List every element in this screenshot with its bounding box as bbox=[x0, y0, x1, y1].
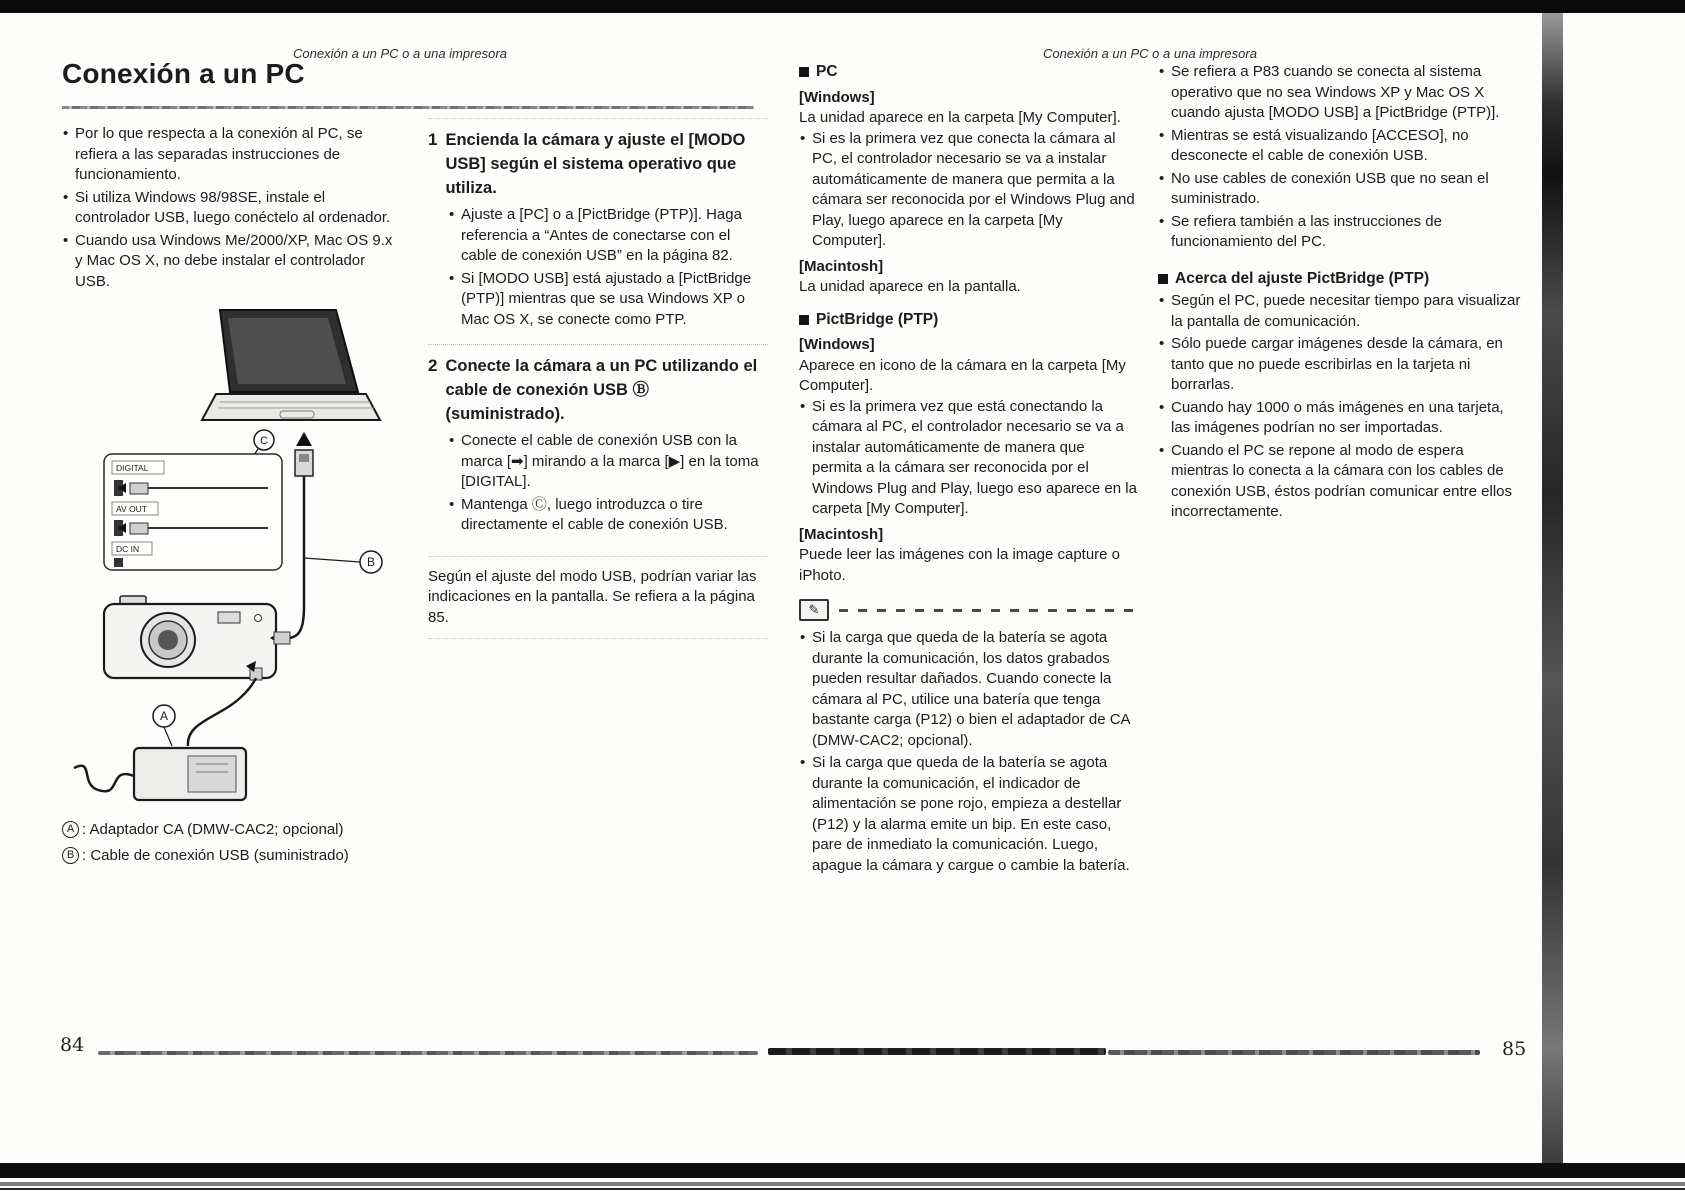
step-1-heading bbox=[428, 128, 768, 200]
bullet-item: • Si [MODO USB] está ajustado a [PictBridge (PTP)] mientras que se usa Windows XP o Mac OS X, se conecte como PTP. bbox=[448, 269, 768, 331]
step-heading-text: Conecte la cámara a un PC utilizando el cable de conexión USB Ⓑ (suministrado). bbox=[445, 357, 758, 423]
bullet-item: • Se refiera a P83 cuando se conecta al sistema operativo que no sea Windows XP y Mac OS X cuando ajusta [MODO USB] a [PictBridge (PTP)]. bbox=[1158, 62, 1522, 124]
step-number: 1 bbox=[428, 130, 438, 149]
diagram-label-c: C bbox=[260, 435, 268, 447]
page85-column-1 bbox=[799, 62, 1138, 878]
paragraph: Aparece en icono de la cámara en la carpeta [My Computer]. bbox=[799, 356, 1126, 394]
note-bullet-list bbox=[799, 628, 1138, 876]
subheading-windows: [Windows] bbox=[799, 336, 875, 353]
section-heading-pc bbox=[799, 62, 1138, 83]
square-bullet-icon bbox=[1158, 274, 1168, 284]
step-2-heading bbox=[428, 354, 768, 426]
note-separator bbox=[799, 599, 1138, 621]
step-2-bullets bbox=[428, 431, 768, 536]
page-title: Conexión a un PC bbox=[62, 58, 305, 89]
scan-edge-bottom bbox=[0, 1163, 1685, 1178]
bullet-item: • Si es la primera vez que conecta la cámara al PC, el controlador necesario se va a instalar automáticamente de manera que permita a la cámara ser reconocida por el Windows Plug and Play, luego aparece en la carpeta [My Computer]. bbox=[799, 129, 1138, 252]
page84-intro-column bbox=[62, 124, 396, 871]
page-number-85: 85 bbox=[1502, 1038, 1527, 1060]
bullet-item: • Si la carga que queda de la batería se agota durante la comunicación, los datos grabados pueden resultar dañados. Cuando conecte la cámara al PC, utilice una batería que tenga bastante carga (P12) o bien el adaptador de CA (DMW-CAC2; opcional). bbox=[799, 628, 1138, 751]
title-rule bbox=[62, 106, 754, 109]
step-2 bbox=[428, 344, 768, 536]
connection-diagram bbox=[68, 306, 390, 804]
paragraph: La unidad aparece en la carpeta [My Computer]. bbox=[799, 109, 1121, 126]
page-number-84: 84 bbox=[60, 1034, 85, 1056]
bullet-item: • Sólo puede cargar imágenes desde la cámara, en tanto que no puede escribirlas en la tarjeta ni borrarlas. bbox=[1158, 334, 1522, 396]
step-1 bbox=[428, 118, 768, 330]
bullet-item: • Cuando usa Windows Me/2000/XP, Mac OS 9.x y Mac OS X, no debe instalar el controlador USB. bbox=[62, 231, 396, 293]
bullet-item: • Si es la primera vez que está conectando la cámara al PC, el controlador necesario se va a instalar automáticamente de manera que permita a la cámara ser reconocida por el Windows Plug and Play, luego eso aparece en la carpeta [My Computer]. bbox=[799, 397, 1138, 520]
footer-rule-left bbox=[98, 1051, 758, 1055]
port-label-digital: DIGITAL bbox=[116, 463, 149, 473]
about-ptp-bullet-list bbox=[1158, 291, 1522, 523]
bullet-item: • Si utiliza Windows 98/98SE, instale el controlador USB, luego conéctelo al ordenador. bbox=[62, 188, 396, 229]
bullet-item: • Conecte el cable de conexión USB con la marca [➡] mirando a la marca [▶] en la toma [DIGITAL]. bbox=[448, 431, 768, 493]
laptop-illustration bbox=[202, 310, 380, 420]
footer-rule-middle bbox=[768, 1048, 1106, 1055]
port-label-av-out: AV OUT bbox=[116, 504, 148, 514]
square-bullet-icon bbox=[799, 67, 809, 77]
camera-illustration bbox=[104, 596, 290, 678]
page84-steps-column bbox=[428, 118, 768, 639]
memo-icon bbox=[799, 599, 829, 621]
bullet-item: • Si la carga que queda de la batería se agota durante la comunicación, el indicador de alimentación se pone rojo, empieza a destellar (P12) y la alarma emite un bip. En este caso, pare de inmediato la comunicación. Luego, apague la cámara y cargue o cambie la batería. bbox=[799, 753, 1138, 876]
circled-letter: A bbox=[62, 821, 79, 838]
section-heading-pictbridge bbox=[799, 310, 1138, 331]
scan-edge-right bbox=[1542, 13, 1563, 1163]
section-heading-text: Acerca del ajuste PictBridge (PTP) bbox=[1175, 269, 1430, 287]
dashed-rule bbox=[839, 609, 1138, 612]
footer-rule-right bbox=[1108, 1050, 1480, 1055]
paragraph: Puede leer las imágenes con la image capture o iPhoto. bbox=[799, 546, 1121, 584]
scan-edge-bottom-line-2 bbox=[0, 1188, 1685, 1190]
legend-item bbox=[62, 846, 396, 867]
subheading-macintosh: [Macintosh] bbox=[799, 525, 884, 543]
diagram-legend bbox=[62, 820, 396, 866]
ac-adaptor-illustration bbox=[74, 661, 262, 800]
bullet-item: • Se refiera también a las instrucciones de funcionamiento del PC. bbox=[1158, 212, 1522, 253]
scan-edge-top bbox=[0, 0, 1685, 13]
subheading-windows: [Windows] bbox=[799, 88, 875, 106]
section-heading-text: PictBridge (PTP) bbox=[816, 310, 939, 328]
bullet-item: • Ajuste a [PC] o a [PictBridge (PTP)]. Haga referencia a “Antes de conectarse con el cable de conexión USB” en la página 82. bbox=[448, 205, 768, 267]
diagram-label-b: B bbox=[366, 555, 376, 569]
running-head-left: Conexión a un PC o a una impresora bbox=[293, 46, 507, 61]
running-head-right: Conexión a un PC o a una impresora bbox=[1043, 46, 1257, 61]
bullet-item: • Por lo que respecta a la conexión al PC, se refiera a las separadas instrucciones de funcionamiento. bbox=[62, 124, 396, 186]
intro-bullet-list bbox=[62, 124, 396, 292]
step-heading-text: Encienda la cámara y ajuste el [MODO USB] según el sistema operativo que utiliza. bbox=[445, 131, 746, 197]
legend-text: : Cable de conexión USB (suministrado) bbox=[82, 846, 349, 864]
section-heading-text: PC bbox=[816, 63, 838, 80]
bullet-item: • Según el PC, puede necesitar tiempo para visualizar la pantalla de comunicación. bbox=[1158, 291, 1522, 332]
scan-edge-bottom-line bbox=[0, 1182, 1685, 1186]
notes-bullet-list bbox=[1158, 62, 1522, 253]
port-label-dc-in: DC IN bbox=[116, 544, 140, 554]
page85-column-2 bbox=[1158, 62, 1522, 525]
legend-item bbox=[62, 820, 396, 841]
usb-cable-illustration bbox=[290, 432, 382, 638]
step-number: 2 bbox=[428, 356, 438, 375]
step-1-bullets bbox=[428, 205, 768, 330]
bullet-item: • Mientras se está visualizando [ACCESO], no desconecte el cable de conexión USB. bbox=[1158, 126, 1522, 167]
square-bullet-icon bbox=[799, 315, 809, 325]
paragraph: La unidad aparece en la pantalla. bbox=[799, 278, 1021, 295]
bullet-item: • Mantenga Ⓒ, luego introduzca o tire directamente el cable de conexión USB. bbox=[448, 495, 768, 536]
circled-letter: B bbox=[62, 847, 79, 864]
usb-mode-note: Según el ajuste del modo USB, podrían variar las indicaciones en la pantalla. Se refiera a la página 85. bbox=[428, 556, 768, 640]
bullet-item: • No use cables de conexión USB que no sean el suministrado. bbox=[1158, 169, 1522, 210]
legend-text: : Adaptador CA (DMW-CAC2; opcional) bbox=[82, 821, 344, 838]
bullet-item: • Cuando el PC se repone al modo de espera mientras lo conecta a la cámara con los cables de conexión USB, éstos podrían comunicar entre ellos incorrectamente. bbox=[1158, 441, 1522, 523]
bullet-item: • Cuando hay 1000 o más imágenes en una tarjeta, las imágenes podrían no ser importadas. bbox=[1158, 398, 1522, 439]
socket-closeup-illustration bbox=[104, 430, 282, 570]
diagram-label-a: A bbox=[159, 709, 169, 723]
section-heading-about-ptp bbox=[1158, 269, 1522, 290]
subheading-macintosh: [Macintosh] bbox=[799, 257, 884, 275]
